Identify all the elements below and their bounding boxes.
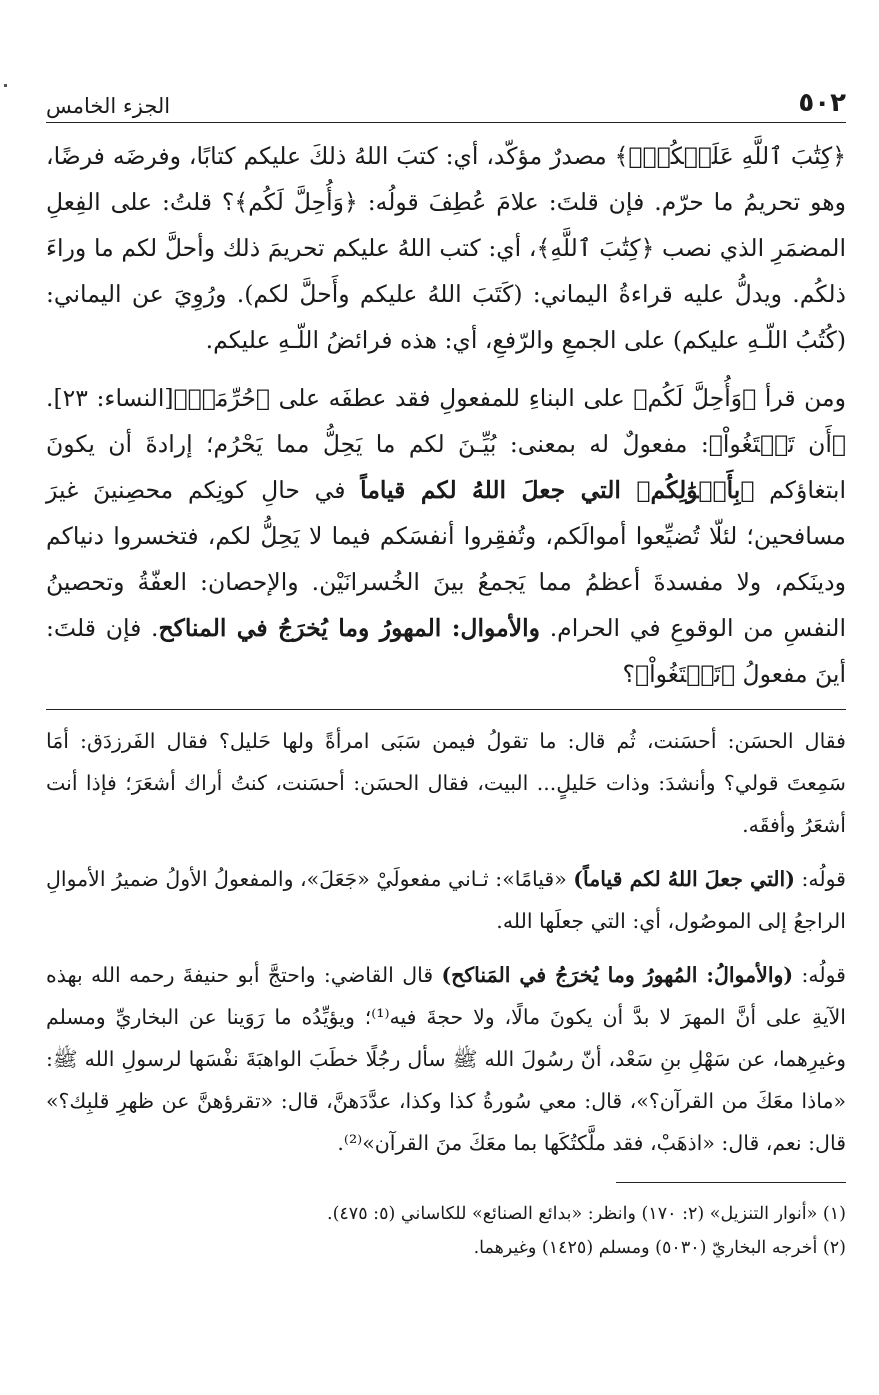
bold-phrase: (والأموالُ: المُهورُ وما يُخرَجُ في المَناكح) [441,963,794,987]
commentary-line: فقال الحسَن: أحسَنت، ثُم قال: ما تقولُ فيمن سَبَى امرأةً ولها حَليل؟ فقال الفَرزدَق: [80,729,846,753]
commentary-line: ومسلم وغيرِهما، عن سَهْلِ بنِ سَعْد، أنّ رسُولَ الله ﷺ سأل رجُلًا خطَبَ الواهبَةَ نفْسَها [46,1005,846,1071]
part-title: الجزء الخامس [46,94,171,118]
main-line: تُضيِّعوا أموالَكم، وتُفقِروا أنفسَكم فيما لا يَحِلُّ لكم، فتخسروا دنياكم ودينَكم، ولا [46,522,846,596]
main-paragraph-2 [46,375,846,697]
commentary-line: أمَا سَمِعتَ قولي؟ وأنشدَ: وذات حَليلٍ... البيت، فقال الحسَن: أحسَنت، كنتُ أراك أشعَرَ؛ [46,729,846,795]
commentary-line: «تقرؤهنَّ عن ظهرِ قلبِك؟» قال: نعم، قال: «اذهَبْ، فقد ملَّكتُكَها بما معَكَ منَ القرآن»⁽²⁾. [46,1089,846,1155]
page-number: ٥٠٢ [798,88,846,118]
main-line: عن اليماني: (كُتُبُ اللّـهِ عليكم) على الجمعِ والرّفعِ، أي: هذه فرائضُ اللّـهِ عليكم. [46,280,846,354]
quran-term: ﴿بِأَمۡوَٰلِكُم﴾ [620,476,755,504]
commentary-line: ضميرُ الأموالِ الراجعُ إلى الموصُول، أي: التي جعلَها الله. [46,867,846,933]
commentary-line: «قيامًا»: ثـاني مفعولَيْ «جَعَلَ»، والمفعولُ الأولُ [165,867,574,891]
commentary-line: بهذه الآيةِ على أنَّ المهرَ لا بدَّ أن يكونَ مالًا، ولا حجةَ فيه⁽¹⁾؛ ويؤيِّدُه ما رَوَينا عن البخاريِّ [46,963,846,1029]
commentary-line: قولُه: [793,963,846,987]
main-line: في حالِ كونِكم محصِنينَ غيرَ مسافحين؛ لئلّا [46,476,846,550]
bold-phrase: (التي جعلَ اللهُ لكم قياماً) [573,867,795,891]
main-line: مفسدةَ أعظمُ مما يَجمعُ بينَ الخُسرانَيْن. والإحصان: العفّةُ وتحصينُ النفسِ من الوقوعِ [46,568,846,642]
commentary-line: قولُه: [794,867,846,891]
footnotes [46,1197,846,1265]
main-line: في الحرام. [540,614,661,642]
commentary-paragraph-1 [46,720,846,846]
commentary-line: فإذا أنت أشعَرُ وأفقَه. [46,771,846,837]
footnote-2: (٢) أخرجه البخاريّ (٥٠٣٠) ومسلم (١٤٢٥) وغيرهما. [473,1238,846,1258]
commentary-paragraph-2 [46,858,846,942]
commentary-line: لرسولِ الله ﷺ: «ماذا معَكَ من القرآن؟»، قال: معي سُورةُ كذا وكذا، عدَّدَهنَّ، قال: [46,1047,846,1113]
commentary-line: قال القاضي: واحتجَّ أبو حنيفةَ رحمه الله [91,963,442,987]
commentary-text [46,720,846,1164]
margin-mark [4,84,7,87]
main-line: ومن قرأ ﴿وَأُحِلَّ لَكُم﴾ على البناءِ للمفعولِ فقد عطفَه على ﴿حُرِّمَتۡ﴾[النساء: ٢٣]. [46,384,846,412]
bold-phrase: والأموال: المهورُ وما يُخرَجُ في المناكح [158,614,541,642]
main-line: ﴿أَن تَبۡتَغُواْ﴾: مفعولٌ له بمعنى: بُيِّـنَ لكم ما يَحِلُّ مما يَحْرُم؛ إرادةَ أن يكونَ ابتغاؤكم [46,430,846,504]
main-text [46,133,846,697]
main-line: ﴿كِتَٰبَ ٱللَّهِ عَلَيۡكُمۡۚ﴾ مصدرٌ مؤكّد، أي: كتبَ اللهُ ذلكَ عليكم كتابًا، وفرضَه [112,142,846,170]
bold-phrase: التي جعلَ اللهُ لكم قياماً [360,476,621,504]
commentary-divider [46,709,846,710]
main-paragraph-1 [46,133,846,363]
main-line: فرضًا، وهو تحريمُ ما حرّم. فإن قلتَ: علامَ عُطِفَ قولُه: ﴿وَأُحِلَّ لَكُم﴾؟ قلتُ: على [46,142,846,216]
footnote-1: (١) «أنوار التنزيل» (٢: ١٧٠) وانظر: «بدائع الصنائع» للكاساني (٥: ٤٧٥). [327,1204,846,1224]
footnote-divider [616,1182,846,1183]
book-page [46,78,846,1265]
running-header [46,78,846,123]
commentary-paragraph-3 [46,954,846,1164]
main-line: الفِعلِ المضمَرِ الذي نصب ﴿كِتَٰبَ ٱللَّهِ﴾، أي: كتب اللهُ عليكم تحريمَ ذلك وأحلَّ [46,188,846,262]
main-line: لكم ما وراءَ ذلكُم. ويدلُّ عليه قراءةُ اليماني: (كَتَبَ اللهُ عليكم وأَحلَّ لكم). ورُوِيَ [46,234,846,308]
main-line: . فإن قلتَ: أينَ مفعولُ ﴿تَبۡتَغُواْ﴾؟ [46,614,846,688]
